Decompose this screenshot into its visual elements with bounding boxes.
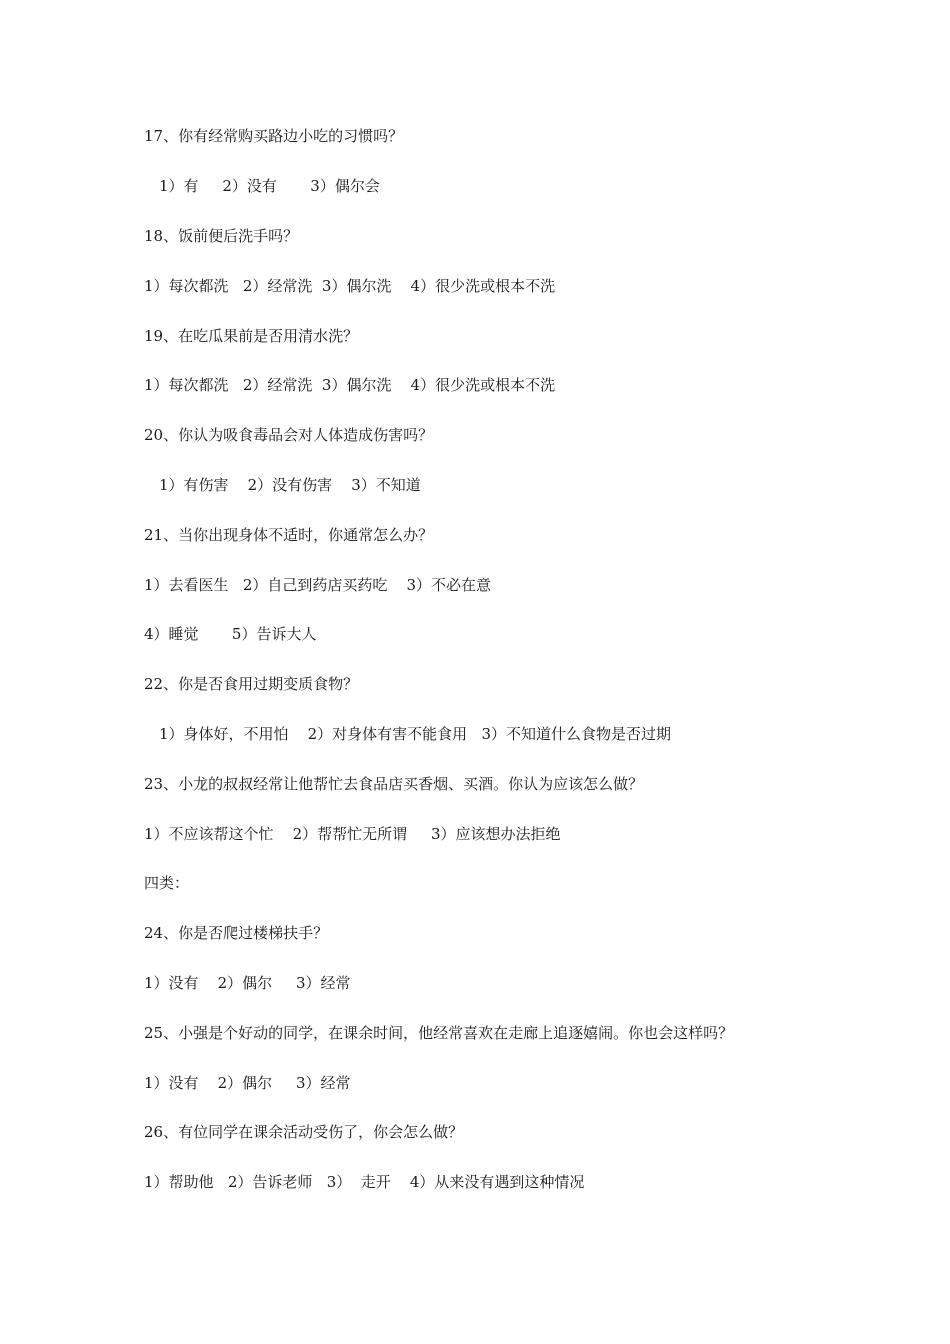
- question-20: 20、你认为吸食毒品会对人体造成伤害吗？: [144, 426, 434, 444]
- question-23: 23、小龙的叔叔经常让他帮忙去食品店买香烟、买酒。你认为应该怎么做？: [144, 775, 644, 793]
- question-24: 24、你是否爬过楼梯扶手？: [144, 924, 329, 942]
- options-21-row-2: 4）睡觉 5）告诉大人: [144, 625, 317, 643]
- options-18: 1）每次都洗 2）经常洗 3）偶尔洗 4）很少洗或根本不洗: [144, 277, 556, 295]
- question-22: 22、你是否食用过期变质食物？: [144, 675, 359, 693]
- options-23: 1）不应该帮这个忙 2）帮帮忙无所谓 3）应该想办法拒绝: [144, 825, 561, 843]
- question-26: 26、有位同学在课余活动受伤了，你会怎么做？: [144, 1123, 464, 1141]
- question-25: 25、小强是个好动的同学，在课余时间，他经常喜欢在走廊上追逐嬉闹。你也会这样吗？: [144, 1024, 734, 1042]
- section-heading: 四类：: [144, 874, 190, 892]
- options-20: 1）有伤害 2）没有伤害 3）不知道: [159, 476, 421, 494]
- question-17: 17、你有经常购买路边小吃的习惯吗？: [144, 127, 404, 145]
- options-26: 1）帮助他 2）告诉老师 3） 走开 4）从来没有遇到这种情况: [144, 1173, 585, 1191]
- question-21: 21、当你出现身体不适时，你通常怎么办？: [144, 526, 434, 544]
- options-17: 1）有 2）没有 3）偶尔会: [159, 177, 380, 195]
- options-24: 1）没有 2）偶尔 3）经常: [144, 974, 351, 992]
- question-19: 19、在吃瓜果前是否用清水洗？: [144, 327, 359, 345]
- options-21-row-1: 1）去看医生 2）自己到药店买药吃 3）不必在意: [144, 576, 492, 594]
- options-19: 1）每次都洗 2）经常洗 3）偶尔洗 4）很少洗或根本不洗: [144, 376, 556, 394]
- options-22: 1）身体好，不用怕 2）对身体有害不能食用 3）不知道什么食物是否过期: [159, 725, 672, 743]
- options-25: 1）没有 2）偶尔 3）经常: [144, 1074, 351, 1092]
- question-18: 18、饭前便后洗手吗？: [144, 227, 299, 245]
